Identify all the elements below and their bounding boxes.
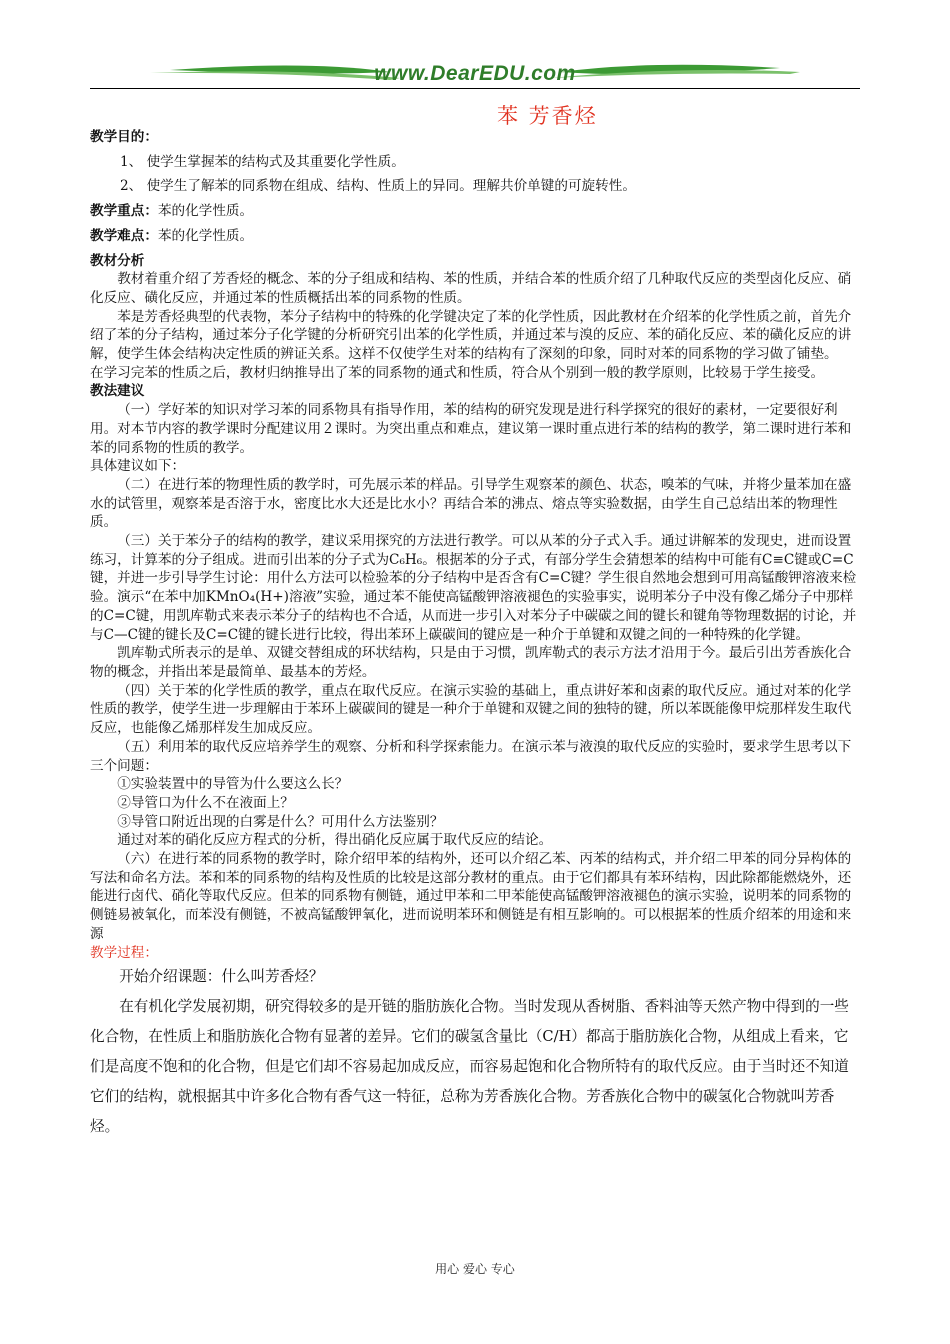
objectives-heading: 教学目的： [90, 129, 158, 145]
method-paragraph: （六）在进行苯的同系物的教学时，除介绍甲苯的结构外，还可以介绍乙苯、丙苯的结构式，并介绍二甲苯的同分异构体的写法和命名方法。苯和苯的同系物的结构及性质的比较是这部分教材的重点。由于它们都具有苯环结构，因此除都能燃烧外，还能进行卤代、硝化等取代反应。但苯的同系物有侧链，通过甲苯和二甲苯能使高锰酸钾溶液褪色的演示实验，说明苯的同系物的侧链易被氧化，而苯没有侧链，不被高锰酸钾氧化，进而说明苯环和侧链是有相互影响的。可以根据苯的性质介绍苯的用途和来源 [90, 851, 852, 942]
method-heading: 教法建议 [90, 383, 145, 400]
analysis-paragraph: 苯是芳香烃典型的代表物，苯分子结构中的特殊的化学键决定了苯的化学性质，因此教材在介绍苯的化学性质之前，首先介绍了苯的分子结构，通过苯分子化学键的分析研究引出苯的化学性质，并通过苯与溴的反应、苯的硝化反应、苯的磺化反应的讲解，使学生体会结构决定性质的辨证关系。这样不仅使学生对苯的结构有了深刻的印象，同时对苯的同系物的学习做了铺垫。 [90, 308, 852, 363]
method-paragraph: 凯库勒式所表示的是单、双键交替组成的环状结构，只是由于习惯，凯库勒式的表示方法才沿用于今。最后引出芳香族化合物的概念，并指出苯是最简单、最基本的芳烃。 [90, 645, 852, 680]
method-paragraph: 具体建议如下： [90, 458, 186, 475]
analysis-heading: 教材分析 [90, 252, 145, 269]
method-paragraph: （一）学好苯的知识对学习苯的同系物具有指导作用，苯的结构的研究发现是进行科学探究的很好的素材，一定要很好利用。对本节内容的教学课时分配建议用２课时。为突出重点和难点，建议第一课时重点进行苯的结构的教学，第二课时进行苯和苯的同系物的性质的教学。 [90, 402, 852, 456]
method-paragraph: （三）关于苯分子的结构的教学，建议采用探究的方法进行教学。可以从苯的分子式入手。通过讲解苯的发现史，进而设置练习，计算苯的分子组成。进而引出苯的分子式为C₆H₆。根据苯的分子式，有部分学生会猜想苯的结构中可能有C≡C键或C=C键，并进一步引导学生讨论：用什么方法可以检验苯的分子结构中是否含有C=C键？学生很自然地会想到可用高锰酸钾溶液来检验。演示“在苯中加KMnO₄(H+)溶液”实验，通过苯不能使高锰酸钾溶液褪色的实验事实，说明苯分子中没有像乙烯分子中那样的C=C键，用凯库勒式来表示苯分子的结构也不合适，从而进一步引入对苯分子中碳碳之间的键长和键角等物理数据的讨论，并与C—C键的键长及C=C键的键长进行比较，得出苯环上碳碳间的键应是一种介于单键和双键之间的一种特殊的化学键。 [90, 533, 857, 643]
key-point-label: 教学重点： [90, 203, 158, 220]
question-item: ①实验装置中的导管为什么要这么长？ [117, 776, 349, 793]
difficulty-text: 苯的化学性质。 [157, 227, 254, 244]
difficulty-label: 教学难点： [90, 227, 158, 244]
site-header [90, 58, 860, 92]
question-item: ②导管口为什么不在液面上？ [117, 794, 294, 811]
method-paragraph: （二）在进行苯的物理性质的教学时，可先展示苯的样品。引导学生观察苯的颜色、状态，嗅苯的气味，并将少量苯加在盛水的试管里，观察苯是否溶于水，密度比水大还是比水小？再结合苯的沸点、熔点等实验数据，由学生自己总结出苯的物理性质。 [90, 476, 852, 531]
difficulty [90, 227, 860, 246]
objective-item: 1、 使学生掌握苯的结构式及其重要化学性质。 [120, 153, 405, 170]
document-body [90, 128, 860, 1142]
analysis-paragraph: 在学习完苯的性质之后，教材归纳推导出了苯的同系物的通式和性质，符合从个别到一般的教学原则，比较易于学生接受。 [90, 364, 825, 381]
key-point-text: 苯的化学性质。 [157, 203, 254, 220]
key-point [90, 202, 860, 221]
method-paragraph: （四）关于苯的化学性质的教学，重点在取代反应。在演示实验的基础上，重点讲好苯和卤素的取代反应。通过对苯的化学性质的教学，使学生进一步理解由于苯环上碳碳间的键是一种介于单键和双键之间的独特的键，所以苯既能像甲烷那样发生取代反应，也能像乙烯那样发生加成反应。 [90, 682, 852, 737]
analysis-paragraph: 教材着重介绍了芳香烃的概念、苯的分子组成和结构、苯的性质，并结合苯的性质介绍了几种取代反应的类型卤化反应、硝化反应、磺化反应，并通过苯的性质概括出苯的同系物的性质。 [90, 271, 852, 306]
site-logo-text[interactable]: www.DearEDU.com [374, 62, 576, 85]
question-item: ③导管口附近出现的白雾是什么？可用什么方法鉴别？ [117, 813, 444, 830]
objective-item: 2、 使学生了解苯的同系物在组成、结构、性质上的异同。理解共价单键的可旋转性。 [120, 178, 636, 195]
process-paragraph: 在有机化学发展初期，研究得较多的是开链的脂肪族化合物。当时发现从香树脂、香料油等天然产物中得到的一些化合物，在性质上和脂肪族化合物有显著的差异。它们的碳氢含量比（C/H）都高于脂肪族化合物，从组成上看来，它们是高度不饱和的化合物，但是它们却不容易起加成反应，而容易起饱和化合物所特有的取代反应。由于当时还不知道它们的结构，就根据其中许多化合物有香气这一特征，总称为芳香族化合物。芳香族化合物中的碳氢化合物就叫芳香烃。 [90, 998, 849, 1136]
process-paragraph: 开始介绍课题：什么叫芳香烃？ [119, 968, 324, 986]
process-heading: 教学过程： [90, 944, 158, 961]
method-paragraph: （五）利用苯的取代反应培养学生的观察、分析和科学探索能力。在演示苯与液溴的取代反应的实验时，要求学生思考以下三个问题： [90, 738, 852, 774]
header-divider [90, 88, 860, 89]
page-title: 苯 芳香烃 [497, 104, 598, 128]
page-footer: 用心 爱心 专心 [435, 1262, 515, 1276]
method-paragraph: 通过对苯的硝化反应方程式的分析，得出硝化反应属于取代反应的结论。 [117, 832, 553, 849]
